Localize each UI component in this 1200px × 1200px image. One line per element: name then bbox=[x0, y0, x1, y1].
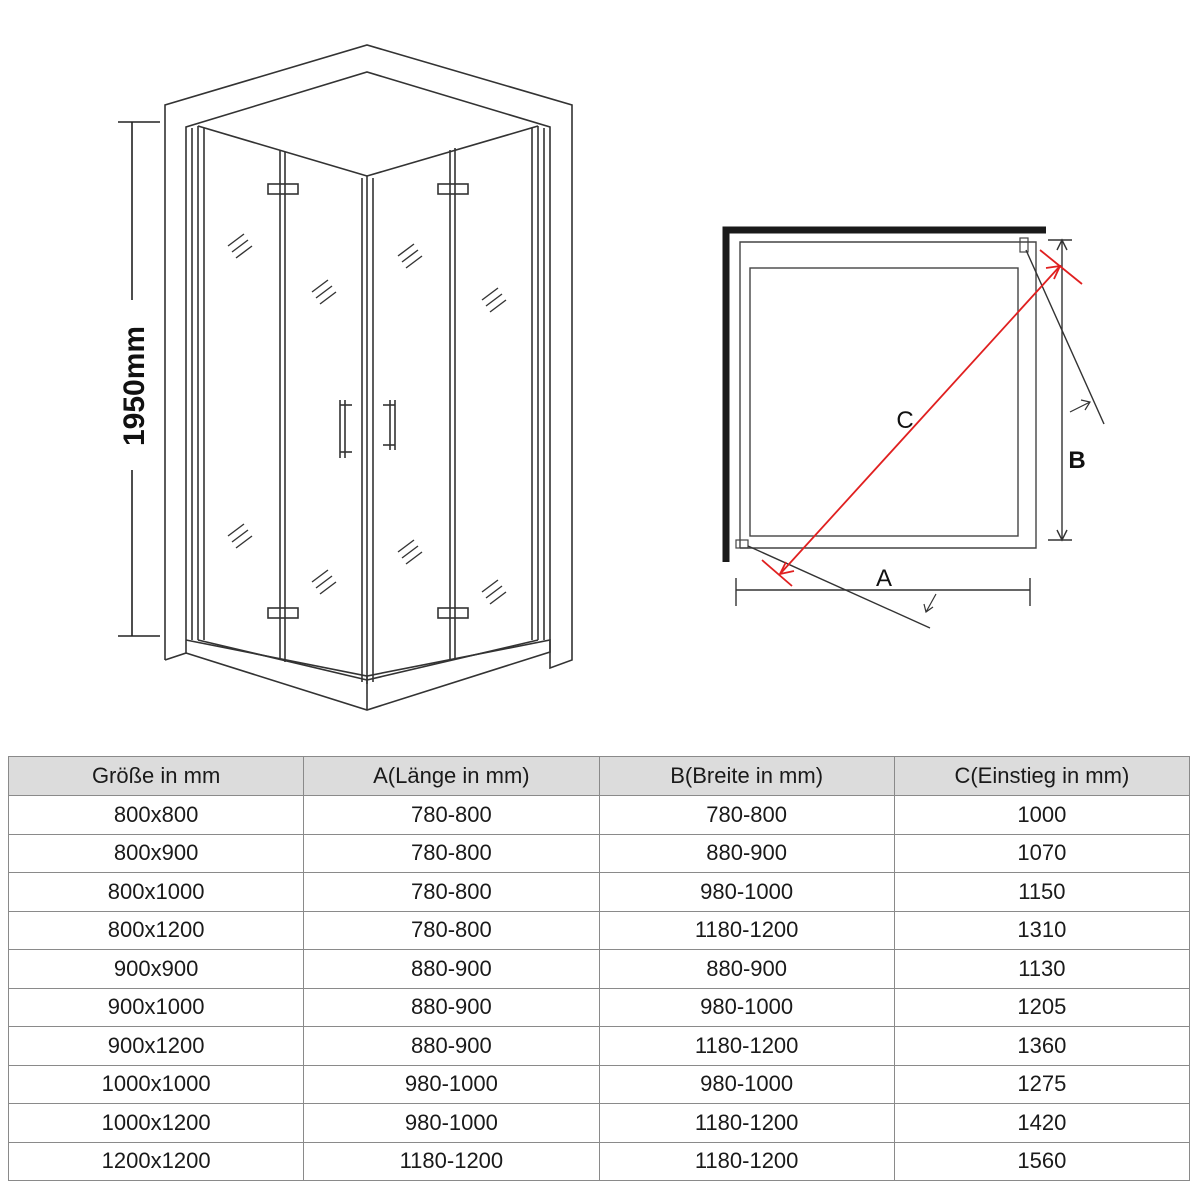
dimension-b bbox=[1048, 240, 1072, 540]
cell-c: 1560 bbox=[894, 1142, 1189, 1181]
cell-c: 1070 bbox=[894, 834, 1189, 873]
table-row bbox=[9, 988, 1190, 1027]
cell-b: 980-1000 bbox=[599, 988, 894, 1027]
cell-c: 1000 bbox=[894, 796, 1189, 835]
size-table bbox=[8, 756, 1190, 1181]
cell-size: 900x900 bbox=[9, 950, 304, 989]
cell-c: 1275 bbox=[894, 1065, 1189, 1104]
table-row bbox=[9, 1142, 1190, 1181]
handle-left bbox=[340, 400, 352, 458]
cell-size: 1200x1200 bbox=[9, 1142, 304, 1181]
cell-b: 980-1000 bbox=[599, 873, 894, 912]
cell-b: 1180-1200 bbox=[599, 1027, 894, 1066]
cell-size: 800x900 bbox=[9, 834, 304, 873]
cell-a: 880-900 bbox=[304, 950, 599, 989]
header-length-a: A(Länge in mm) bbox=[304, 757, 599, 796]
cell-c: 1130 bbox=[894, 950, 1189, 989]
label-a: A bbox=[875, 565, 893, 592]
cell-a: 880-900 bbox=[304, 988, 599, 1027]
cell-a: 880-900 bbox=[304, 1027, 599, 1066]
cell-size: 800x800 bbox=[9, 796, 304, 835]
handle-right bbox=[383, 400, 395, 450]
plan-wall bbox=[726, 230, 1046, 562]
table-row bbox=[9, 796, 1190, 835]
cell-size: 1000x1000 bbox=[9, 1065, 304, 1104]
cell-size: 900x1200 bbox=[9, 1027, 304, 1066]
cell-size: 800x1200 bbox=[9, 911, 304, 950]
table-row bbox=[9, 873, 1190, 912]
cell-size: 800x1000 bbox=[9, 873, 304, 912]
cell-a: 780-800 bbox=[304, 911, 599, 950]
table-row bbox=[9, 911, 1190, 950]
table-header-row bbox=[9, 757, 1190, 796]
cell-b: 1180-1200 bbox=[599, 1142, 894, 1181]
elevation-view bbox=[118, 45, 572, 710]
table-row bbox=[9, 1104, 1190, 1143]
header-size: Größe in mm bbox=[9, 757, 304, 796]
cell-c: 1420 bbox=[894, 1104, 1189, 1143]
header-entry-c: C(Einstieg in mm) bbox=[894, 757, 1189, 796]
table-row bbox=[9, 950, 1190, 989]
cell-a: 780-800 bbox=[304, 873, 599, 912]
cell-a: 980-1000 bbox=[304, 1065, 599, 1104]
table-row bbox=[9, 834, 1190, 873]
cell-b: 880-900 bbox=[599, 834, 894, 873]
wall-outline bbox=[165, 45, 572, 668]
label-c: C bbox=[896, 407, 914, 434]
label-b: B bbox=[1068, 447, 1086, 474]
cell-a: 1180-1200 bbox=[304, 1142, 599, 1181]
cell-a: 780-800 bbox=[304, 834, 599, 873]
height-label: 1950mm bbox=[118, 325, 151, 447]
cell-b: 1180-1200 bbox=[599, 1104, 894, 1143]
plan-view bbox=[726, 230, 1104, 628]
cell-c: 1205 bbox=[894, 988, 1189, 1027]
header-width-b: B(Breite in mm) bbox=[599, 757, 894, 796]
cell-b: 780-800 bbox=[599, 796, 894, 835]
table-row bbox=[9, 1027, 1190, 1066]
cell-a: 780-800 bbox=[304, 796, 599, 835]
cell-c: 1150 bbox=[894, 873, 1189, 912]
cell-size: 900x1000 bbox=[9, 988, 304, 1027]
cell-a: 980-1000 bbox=[304, 1104, 599, 1143]
cell-c: 1360 bbox=[894, 1027, 1189, 1066]
cell-b: 880-900 bbox=[599, 950, 894, 989]
cell-b: 1180-1200 bbox=[599, 911, 894, 950]
table-row bbox=[9, 1065, 1190, 1104]
cell-c: 1310 bbox=[894, 911, 1189, 950]
cell-b: 980-1000 bbox=[599, 1065, 894, 1104]
cell-size: 1000x1200 bbox=[9, 1104, 304, 1143]
